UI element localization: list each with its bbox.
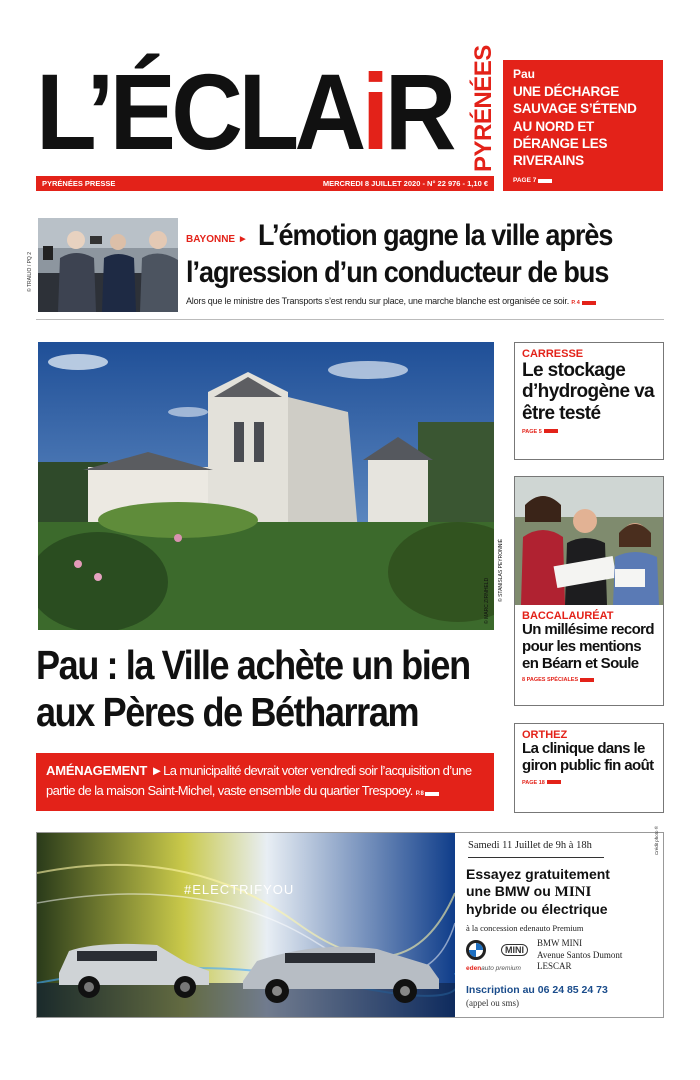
ad-subline: à la concession edenauto Premium	[466, 923, 584, 933]
mini-logo-icon: MINI	[501, 944, 528, 956]
ad-headline-line1: Essayez gratuitement	[466, 866, 610, 882]
bac-photo-credit: © STANISLAS PEYRONNIÉ	[498, 538, 504, 602]
logo-text-end: R	[384, 51, 452, 172]
top-story-subhead: Alors que le ministre des Transports s’est rendu sur place, une marche blanche est organisée ce soir. P. 4	[186, 296, 656, 306]
edition-text: PYRÉNÉES	[470, 45, 497, 172]
logo-text-accent: i	[361, 51, 385, 172]
tease-box[interactable]	[503, 60, 663, 191]
edition-label	[470, 45, 500, 172]
issue-date: MERCREDI 8 JUILLET 2020 - N° 22 976 - 1,10 €	[322, 179, 488, 188]
tease-kicker: Pau	[513, 67, 536, 81]
side-story-kicker: BACCALAURÉAT	[522, 610, 614, 622]
side-story-headline: Un millésime record pour les mentions en Béarn et Soule	[522, 621, 654, 672]
side-story-page-ref: PAGE 18	[522, 780, 656, 786]
side-story-kicker: CARRESSE	[522, 348, 584, 360]
ad-headline	[466, 866, 656, 918]
masthead-bar	[36, 176, 494, 191]
ad-cars-visual	[37, 833, 455, 1017]
side-story-baccalaureat[interactable]	[514, 476, 664, 706]
main-story-headline[interactable]: Pau : la Ville achète un bien aux Pères de Bétharram	[36, 642, 470, 736]
bmw-logo-icon	[466, 940, 486, 960]
top-story-page-ref: P. 4	[571, 300, 595, 306]
top-story-kicker: BAYONNE ►	[186, 234, 248, 245]
main-photo-credit: © MARC ZIRNHELD	[484, 577, 490, 624]
main-story-page-ref: P. 8	[416, 791, 440, 797]
main-story-summary: La municipalité devrait voter vendredi soir l’acquisition d’une partie de la maison Saint-Michel, vaste ensemble du quartier Trespoey.	[46, 763, 472, 799]
ad-event-date: Samedi 11 Juillet de 9h à 18h	[468, 840, 604, 858]
ad-headline-line3: hybride ou électrique	[466, 900, 608, 917]
top-story-headline-1[interactable]: L’émotion gagne la ville après	[258, 219, 613, 252]
side-story-page-ref: PAGE 5	[522, 429, 656, 435]
ad-dealer-logo: edenauto premium	[466, 965, 521, 972]
side-story-headline: La clinique dans le giron public fin août	[522, 740, 654, 774]
ad-phone-note: (appel ou sms)	[466, 998, 519, 1008]
tease-headline: UNE DÉCHARGE SAUVAGE S’ÉTEND AU NORD ET DÉRANGE LES RIVERAINS	[513, 84, 637, 169]
top-story-photo[interactable]	[38, 218, 178, 312]
ad-hashtag: #ELECTRIFYOU	[184, 882, 295, 897]
main-story-photo[interactable]	[38, 342, 494, 630]
top-story-headline-2[interactable]: l’agression d’un conducteur de bus	[186, 256, 609, 289]
ad-headline-line2: une BMW ou MINI	[466, 882, 592, 900]
main-story-kicker: AMÉNAGEMENT ►	[46, 763, 164, 778]
main-story-summary-box[interactable]	[36, 753, 494, 811]
logo-text-main: L’ÉCLA	[36, 51, 362, 172]
newspaper-logo[interactable]	[36, 51, 452, 172]
bac-students-photo	[515, 477, 663, 605]
side-story-page-ref: 8 PAGES SPÉCIALES	[522, 677, 656, 683]
top-photo-credit: © TRAILIO / PQ 2	[27, 252, 33, 292]
side-story-orthez[interactable]	[514, 723, 664, 813]
publisher-name: PYRÉNÉES PRESSE	[42, 179, 116, 188]
ad-address: BMW MINI Avenue Santos Dumont LESCAR	[537, 938, 623, 972]
side-story-kicker: ORTHEZ	[522, 729, 568, 741]
side-story-carresse[interactable]	[514, 342, 664, 460]
side-story-headline: Le stockage d’hydrogène va être testé	[522, 360, 655, 424]
ad-phone[interactable]: Inscription au 06 24 85 24 73	[466, 984, 608, 996]
ad-credit: Crédit photo ®	[654, 825, 659, 855]
tease-page-ref: PAGE 7	[513, 177, 653, 184]
